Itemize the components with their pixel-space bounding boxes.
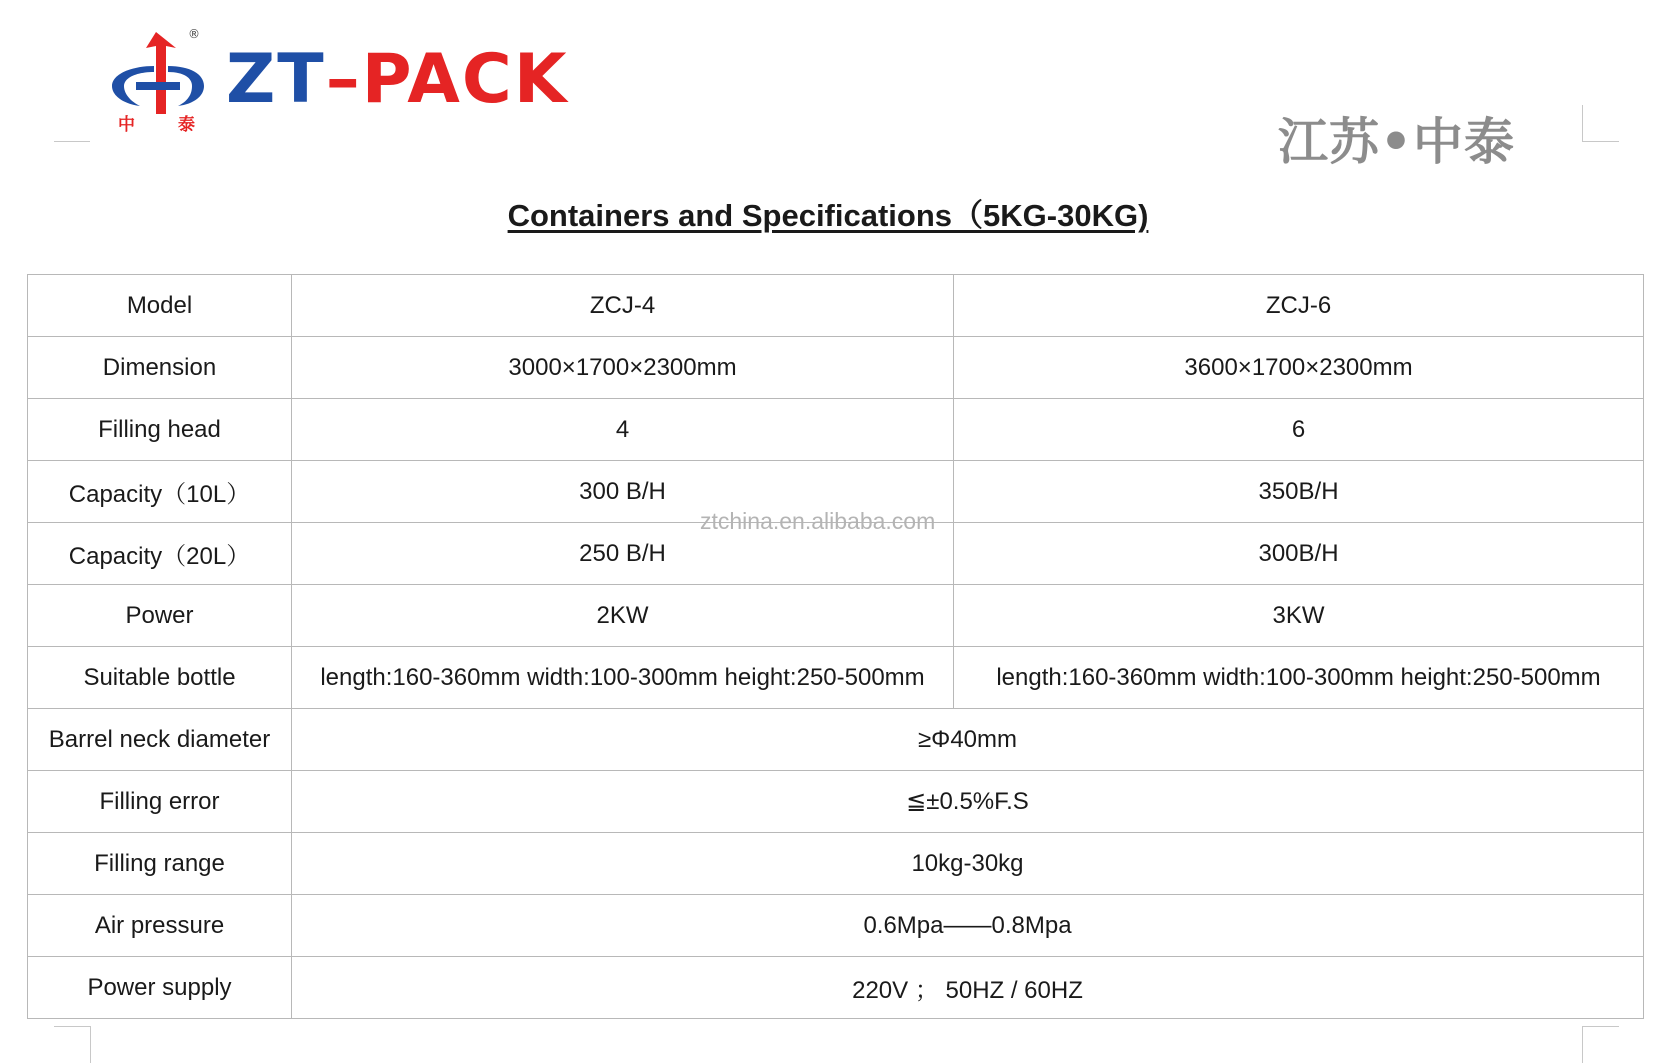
row-label: Filling range: [28, 833, 292, 895]
table-row: [28, 399, 1644, 461]
row-label: Capacity（10L）: [28, 461, 292, 523]
page-title: Containers and Specifications（5KG-30KG): [507, 198, 1149, 233]
row-value: 3600×1700×2300mm: [954, 337, 1644, 399]
crop-mark-bottom-left: [54, 1026, 91, 1063]
row-value: 3000×1700×2300mm: [292, 337, 954, 399]
row-label: Power: [28, 585, 292, 647]
table-row: [28, 771, 1644, 833]
row-label: Power supply: [28, 957, 292, 1019]
zt-logo-icon: [108, 26, 208, 136]
chinese-company-name: 江苏•中泰: [1278, 113, 1515, 171]
row-value: 3KW: [954, 585, 1644, 647]
row-label: Filling error: [28, 771, 292, 833]
row-label: Suitable bottle: [28, 647, 292, 709]
row-value: 300 B/H: [292, 461, 954, 523]
row-value: 6: [954, 399, 1644, 461]
row-label: Capacity（20L）: [28, 523, 292, 585]
row-value: 220V ； 50HZ / 60HZ: [292, 957, 1644, 1019]
row-value: length:160-360mm width:100-300mm height:250-500mm: [954, 647, 1644, 709]
brand-wordmark: [226, 42, 569, 118]
table-row: [28, 585, 1644, 647]
row-value: 10kg-30kg: [292, 833, 1644, 895]
table-row: [28, 275, 1644, 337]
row-value: length:160-360mm width:100-300mm height:250-500mm: [292, 647, 954, 709]
table-row: [28, 895, 1644, 957]
row-value: ≦±0.5%F.S: [292, 771, 1644, 833]
logo-cn-left: 中: [118, 115, 135, 135]
row-value: ZCJ-4: [292, 275, 954, 337]
watermark: ztchina.en.alibaba.com: [700, 508, 936, 534]
row-value: 350B/H: [954, 461, 1644, 523]
row-value: ≥Φ40mm: [292, 709, 1644, 771]
crop-mark-top-left: [54, 105, 90, 142]
row-value: ZCJ-6: [954, 275, 1644, 337]
brand-separator: –: [325, 40, 362, 119]
row-label: Air pressure: [28, 895, 292, 957]
table-row: [28, 957, 1644, 1019]
row-label: Filling head: [28, 399, 292, 461]
row-value: 2KW: [292, 585, 954, 647]
table-row: [28, 647, 1644, 709]
row-value: 250 B/H: [292, 523, 954, 585]
registered-mark: ®: [188, 27, 200, 41]
spec-table: [27, 274, 1644, 1019]
logo-cn-right: 泰: [178, 115, 195, 135]
crop-mark-top-right: [1582, 105, 1619, 142]
brand-part1: ZT: [226, 40, 326, 119]
brand-part2: PACK: [361, 40, 569, 119]
table-row: [28, 709, 1644, 771]
table-row: [28, 337, 1644, 399]
row-value: 4: [292, 399, 954, 461]
table-row: [28, 833, 1644, 895]
row-value: 0.6Mpa——0.8Mpa: [292, 895, 1644, 957]
row-value: 300B/H: [954, 523, 1644, 585]
row-label: Model: [28, 275, 292, 337]
row-label: Barrel neck diameter: [28, 709, 292, 771]
spec-table-body: [28, 275, 1644, 1019]
row-label: Dimension: [28, 337, 292, 399]
crop-mark-bottom-right: [1582, 1026, 1619, 1063]
